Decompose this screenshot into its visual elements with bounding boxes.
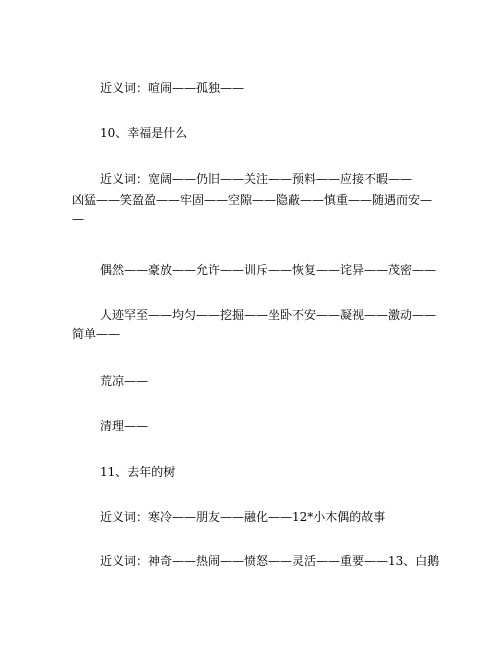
synonym-line-1: 近义词：喧闹——孤独—— <box>100 81 245 95</box>
synonym-line-6: 人迹罕至——均匀——挖掘——坐卧不安——凝视——激动—— <box>100 308 437 322</box>
synonym-line-8: 荒凉—— <box>100 374 149 388</box>
synonym-line-9: 清理—— <box>100 419 149 433</box>
synonym-line-11: 近义词：神奇——热闹——愤怒——灵活——重要——13、白鹅 <box>100 554 440 568</box>
synonym-line-7: 简单—— <box>72 327 121 341</box>
section-heading-10: 10、幸福是什么 <box>100 126 188 140</box>
section-heading-11: 11、去年的树 <box>100 465 176 479</box>
synonym-line-5: 偶然——豪放——允许——训斥——恢复——诧异——茂密—— <box>100 263 437 277</box>
synonym-line-4: — <box>72 212 84 226</box>
synonym-line-10: 近义词：寒冷——朋友——融化——12*小木偶的故事 <box>100 510 386 524</box>
synonym-line-2: 近义词：宽阔——仍旧——关注——预料——应接不暇—— <box>100 172 413 186</box>
synonym-line-3: 凶猛——笑盈盈——牢固——空隙——隐蔽——慎重——随遇而安— <box>72 193 433 207</box>
